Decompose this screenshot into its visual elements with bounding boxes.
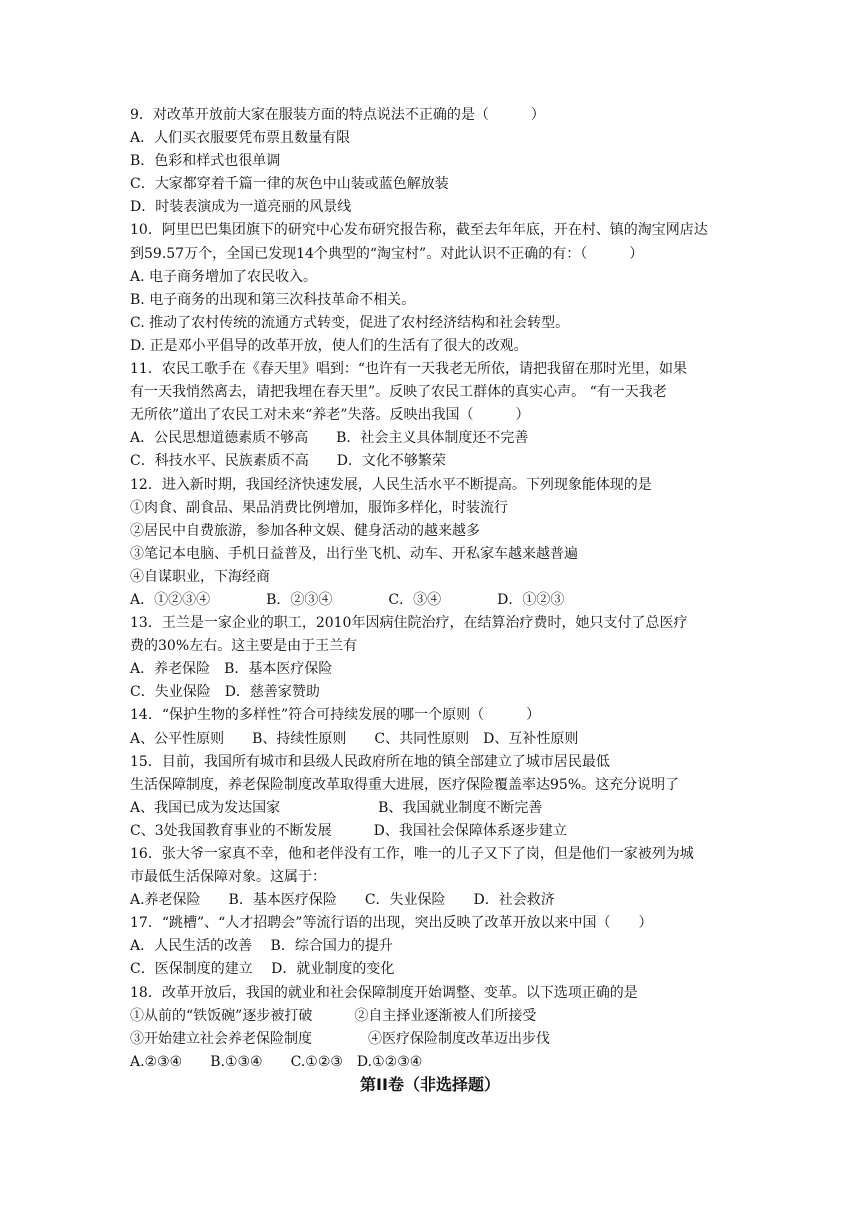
question-9-option-d: D．时装表演成为一道亮丽的风景线 <box>130 199 352 216</box>
question-9-option-b: B．色彩和样式也很单调 <box>130 153 281 170</box>
question-11-options-cd: C．科技水平、民族素质不高 D．文化不够繁荣 <box>130 453 446 470</box>
question-16-stem-line-1: 16．张大爷一家真不幸，他和老伴没有工作，唯一的儿子又下了岗，但是他们一家被列为城 <box>130 846 694 862</box>
question-10-option-d: D. 正是邓小平倡导的改革开放，使人们的生活有了很大的改观。 <box>130 337 528 354</box>
question-12-item-1: ①肉食、副食品、果品消费比例增加，服饰多样化，时装流行 <box>130 499 508 516</box>
question-10-stem-line-1: 10．阿里巴巴集团旗下的研究中心发布研究报告称，截至去年年底，开在村、镇的淘宝网店达 <box>130 222 708 239</box>
question-12-options: A．①②③④ B．②③④ C．③④ D．①②③ <box>130 591 565 608</box>
question-16-options: A.养老保险 B．基本医疗保险 C．失业保险 D．社会救济 <box>130 892 555 909</box>
question-11-stem-line-1: 11．农民工歌手在《春天里》唱到：“也许有一天我老无所依，请把我留在那时光里，如果 <box>130 361 687 378</box>
question-14-stem: 14．“保护生物的多样性”符合可持续发展的哪一个原则（ ） <box>130 707 541 724</box>
question-18-items-12: ①从前的“铁饭碗”逐步被打破 ②自主择业逐渐被人们所接受 <box>130 1007 537 1024</box>
question-13-stem-line-2: 费的30%左右。这主要是由于王兰有 <box>130 638 358 655</box>
question-10-option-a: A. 电子商务增加了农民收入。 <box>130 268 318 285</box>
question-15-options-ab: A、我国已成为发达国家 B、我国就业制度不断完善 <box>130 799 543 816</box>
question-11-stem-line-2: 有一天我悄然离去，请把我埋在春天里”。反映了农民工群体的真实心声。 “有一天我老 <box>130 384 667 401</box>
question-16-stem-line-2: 市最低生活保障对象。这属于： <box>130 869 326 886</box>
question-list <box>130 104 730 1074</box>
question-11-stem-line-3: 无所依”道出了农民工对未来“养老”失落。反映出我国（ ） <box>130 407 530 424</box>
question-14-options: A、公平性原则 B、持续性原则 C、共同性原则 D、互补性原则 <box>130 730 579 747</box>
question-9-option-a: A．人们买衣服要凭布票且数量有限 <box>130 130 351 147</box>
question-10-option-b: B. 电子商务的出现和第三次科技革命不相关。 <box>130 291 416 308</box>
section-title: 第II卷（非选择题） <box>360 1075 500 1094</box>
question-12-stem: 12．进入新时期，我国经济快速发展，人民生活水平不断提高。下列现象能体现的是 <box>130 476 652 493</box>
question-13-options-ab: A．养老保险 B．基本医疗保险 <box>130 661 333 678</box>
question-17-options-cd: C．医保制度的建立 D．就业制度的变化 <box>130 961 395 978</box>
question-12-item-2: ②居民中自费旅游，参加各种文娱、健身活动的越来越多 <box>130 522 480 539</box>
question-12-item-4: ④自谋职业，下海经商 <box>130 568 270 585</box>
question-17-options-ab: A．人民生活的改善 B．综合国力的提升 <box>130 938 393 955</box>
question-9-option-c: C．大家都穿着千篇一律的灰色中山装或蓝色解放装 <box>130 176 449 193</box>
question-18-options: A.②③④ B.①③④ C.①②③ D.①②③④ <box>130 1053 423 1070</box>
question-10-option-c: C. 推动了农村传统的流通方式转变，促进了农村经济结构和社会转型。 <box>130 314 570 331</box>
question-15-options-cd: C、3处我国教育事业的不断发展 D、我国社会保障体系逐步建立 <box>130 822 567 839</box>
question-15-stem-line-2: 生活保障制度，养老保险制度改革取得重大进展，医疗保险覆盖率达95%。这充分说明了 <box>130 776 680 793</box>
question-17-stem: 17．“跳槽”、“人才招聘会”等流行语的出现，突出反映了改革开放以来中国（ ） <box>130 915 653 932</box>
question-18-stem: 18．改革开放后，我国的就业和社会保障制度开始调整、变革。以下选项正确的是 <box>130 984 638 1001</box>
question-18-items-34: ③开始建立社会养老保险制度 ④医疗保险制度改革迈出步伐 <box>130 1030 550 1047</box>
question-15-stem-line-1: 15．目前，我国所有城市和县级人民政府所在地的镇全部建立了城市居民最低 <box>130 753 610 770</box>
question-13-options-cd: C．失业保险 D．慈善家赞助 <box>130 684 320 701</box>
question-11-options-ab: A．公民思想道德素质不够高 B．社会主义具体制度还不完善 <box>130 430 529 447</box>
question-10-stem-line-2: 到59.57万个，全国已发现14个典型的“淘宝村”。对此认识不正确的有：（ ） <box>130 245 644 262</box>
question-9-stem: 9．对改革开放前大家在服装方面的特点说法不正确的是（ ） <box>130 107 545 123</box>
question-13-stem-line-1: 13．王兰是一家企业的职工，2010年因病住院治疗，在结算治疗费时，她只支付了总医疗 <box>130 615 688 632</box>
question-12-item-3: ③笔记本电脑、手机日益普及，出行坐飞机、动车、开私家车越来越普遍 <box>130 545 578 562</box>
